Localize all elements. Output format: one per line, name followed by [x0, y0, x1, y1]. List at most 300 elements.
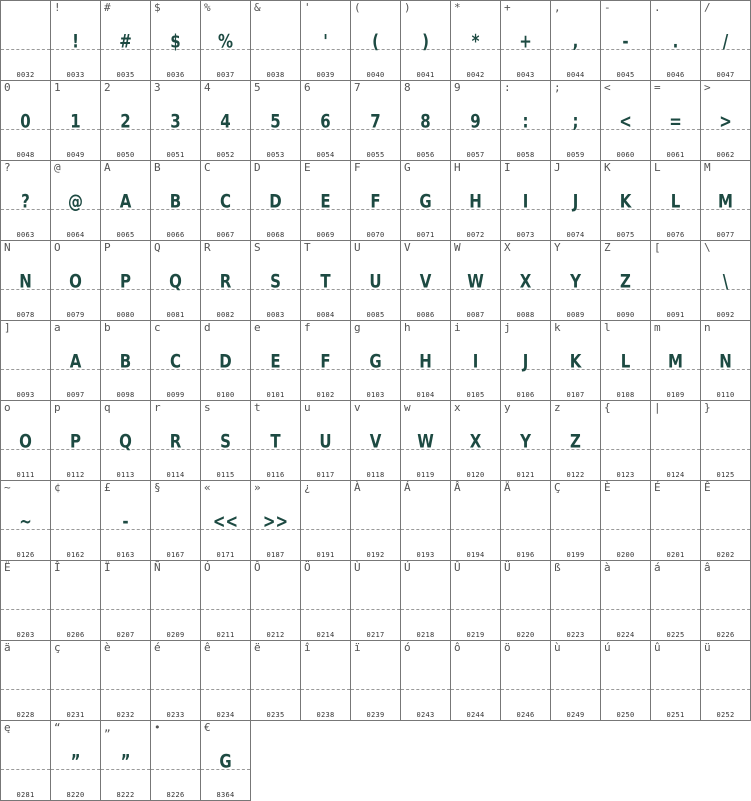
glyph-preview: I [522, 189, 529, 213]
glyph-preview: 6 [320, 109, 331, 133]
glyph-preview: = [669, 109, 682, 133]
char-code: 0235 [266, 711, 285, 719]
character-label: É [654, 481, 661, 494]
glyph-cell [151, 81, 201, 161]
glyph-cell [551, 561, 601, 641]
glyph-cell [51, 81, 101, 161]
character-label: 6 [304, 81, 311, 94]
char-code: 0056 [416, 151, 435, 159]
glyph-cell [1, 721, 51, 801]
glyph-cell [701, 641, 751, 721]
character-label: # [104, 1, 111, 14]
glyph-preview: $ [170, 29, 181, 53]
character-label: ä [4, 641, 11, 654]
glyph-cell [701, 81, 751, 161]
glyph-cell [401, 641, 451, 721]
glyph-cell [251, 401, 301, 481]
char-code: 0123 [616, 471, 635, 479]
glyph-cell [451, 241, 501, 321]
character-label: Ê [704, 481, 711, 494]
glyph-preview: D [269, 189, 282, 213]
glyph-cell [101, 81, 151, 161]
glyph-preview: 0 [20, 109, 31, 133]
character-label: V [404, 241, 411, 254]
char-code: 0122 [566, 471, 585, 479]
character-label: € [204, 721, 211, 734]
glyph-cell [101, 481, 151, 561]
baseline-divider [301, 529, 350, 530]
char-code: 0113 [116, 471, 135, 479]
baseline-divider [551, 529, 600, 530]
glyph-cell [501, 161, 551, 241]
glyph-preview: 5 [270, 109, 281, 133]
baseline-divider [201, 689, 250, 690]
glyph-preview: S [270, 269, 281, 293]
character-label: ë [254, 641, 261, 654]
character-label: ß [554, 561, 561, 574]
baseline-divider [601, 529, 650, 530]
char-code: 0232 [116, 711, 135, 719]
character-label: â [704, 561, 711, 574]
baseline-divider [651, 529, 700, 530]
character-label: Ö [304, 561, 311, 574]
glyph-cell [51, 321, 101, 401]
char-code: 0052 [216, 151, 235, 159]
glyph-preview: D [219, 349, 232, 373]
char-code: 0092 [716, 311, 735, 319]
character-label: u [304, 401, 311, 414]
glyph-cell [551, 161, 601, 241]
char-code: 0252 [716, 711, 735, 719]
glyph-preview: + [519, 29, 532, 53]
glyph-preview: << [212, 509, 239, 533]
char-code: 0064 [66, 231, 85, 239]
glyph-cell [201, 241, 251, 321]
char-code: 0231 [66, 711, 85, 719]
glyph-preview: W [467, 269, 484, 293]
glyph-cell [551, 641, 601, 721]
glyph-cell [701, 321, 751, 401]
glyph-preview: Q [119, 429, 132, 453]
character-label: [ [654, 241, 661, 254]
glyph-cell [1, 321, 51, 401]
glyph-cell [651, 401, 701, 481]
glyph-cell [451, 561, 501, 641]
glyph-preview: H [419, 349, 432, 373]
glyph-cell [201, 721, 251, 801]
glyph-preview: ; [572, 109, 579, 133]
glyph-cell [401, 241, 451, 321]
glyph-cell [151, 721, 201, 801]
character-label: Ï [104, 561, 111, 574]
glyph-preview: 1 [70, 109, 81, 133]
char-code: 0200 [616, 551, 635, 559]
char-code: 0038 [266, 71, 285, 79]
char-code: 0041 [416, 71, 435, 79]
glyph-cell [351, 81, 401, 161]
character-label: g [354, 321, 361, 334]
glyph-cell [251, 161, 301, 241]
baseline-divider [51, 689, 100, 690]
glyph-cell [651, 481, 701, 561]
character-label: Z [604, 241, 611, 254]
character-label: ï [354, 641, 361, 654]
glyph-cell [151, 1, 201, 81]
char-code: 0054 [316, 151, 335, 159]
baseline-divider [201, 609, 250, 610]
char-code: 0045 [616, 71, 635, 79]
glyph-cell [201, 161, 251, 241]
character-label: P [104, 241, 111, 254]
char-code: 0075 [616, 231, 635, 239]
char-code: 0085 [366, 311, 385, 319]
glyph-cell [551, 1, 601, 81]
character-label: c [154, 321, 161, 334]
glyph-preview: L [670, 189, 681, 213]
char-code: 0049 [66, 151, 85, 159]
baseline-divider [1, 369, 50, 370]
char-code: 0223 [566, 631, 585, 639]
character-label: o [4, 401, 11, 414]
baseline-divider [251, 49, 300, 50]
glyph-preview: O [19, 429, 32, 453]
char-code: 0035 [116, 71, 135, 79]
glyph-preview: Y [570, 269, 581, 293]
char-code: 0069 [316, 231, 335, 239]
character-label: * [454, 1, 461, 14]
glyph-cell [1, 481, 51, 561]
character-label: ~ [4, 481, 11, 494]
glyph-preview: ! [72, 29, 79, 53]
character-label: C [204, 161, 211, 174]
glyph-preview: X [469, 429, 482, 453]
character-label: Ë [4, 561, 11, 574]
glyph-cell [301, 561, 351, 641]
glyph-cell [651, 81, 701, 161]
char-code: 8222 [116, 791, 135, 799]
character-label: ê [204, 641, 211, 654]
character-label: Ô [254, 561, 261, 574]
char-code: 0033 [66, 71, 85, 79]
glyph-cell [501, 241, 551, 321]
glyph-cell [1, 1, 51, 81]
character-label: 4 [204, 81, 211, 94]
glyph-preview: X [519, 269, 532, 293]
glyph-cell [151, 481, 201, 561]
character-label: J [554, 161, 561, 174]
glyph-cell [451, 321, 501, 401]
glyph-preview: @ [68, 189, 83, 213]
glyph-cell [351, 641, 401, 721]
glyph-cell [1, 241, 51, 321]
baseline-divider [51, 609, 100, 610]
char-code: 0097 [66, 391, 85, 399]
char-code: 0196 [516, 551, 535, 559]
glyph-preview: ? [21, 189, 30, 213]
glyph-preview: O [69, 269, 82, 293]
glyph-preview: ” [120, 749, 131, 773]
character-label: , [554, 1, 561, 14]
glyph-cell [501, 401, 551, 481]
character-label: Â [454, 481, 461, 494]
character-label: \ [704, 241, 711, 254]
glyph-cell [651, 161, 701, 241]
character-label: 5 [254, 81, 261, 94]
character-label: ' [304, 1, 311, 14]
glyph-preview: L [620, 349, 631, 373]
char-code: 0072 [466, 231, 485, 239]
glyph-cell [151, 401, 201, 481]
glyph-preview: ( [372, 29, 379, 53]
baseline-divider [1, 769, 50, 770]
baseline-divider [151, 529, 200, 530]
character-label: U [354, 241, 361, 254]
character-label: „ [104, 721, 111, 734]
baseline-divider [701, 689, 750, 690]
char-code: 0251 [666, 711, 685, 719]
char-code: 0055 [366, 151, 385, 159]
char-code: 0084 [316, 311, 335, 319]
glyph-cell [701, 561, 751, 641]
glyph-cell [1, 561, 51, 641]
glyph-cell [651, 641, 701, 721]
glyph-preview: A [69, 349, 82, 373]
character-label: t [254, 401, 261, 414]
character-label: Y [554, 241, 561, 254]
glyph-preview: E [270, 349, 281, 373]
char-code: 0249 [566, 711, 585, 719]
glyph-preview: F [370, 189, 381, 213]
character-label: y [504, 401, 511, 414]
char-code: 0203 [16, 631, 35, 639]
character-label: X [504, 241, 511, 254]
glyph-cell [101, 161, 151, 241]
character-label: 3 [154, 81, 161, 94]
glyph-cell [601, 241, 651, 321]
char-code: 0234 [216, 711, 235, 719]
char-code: 0093 [16, 391, 35, 399]
char-code: 0110 [716, 391, 735, 399]
character-label: S [254, 241, 261, 254]
character-label: Ç [554, 481, 561, 494]
glyph-preview: G [419, 189, 432, 213]
glyph-cell [101, 401, 151, 481]
char-code: 0090 [616, 311, 635, 319]
glyph-cell [251, 561, 301, 641]
glyph-cell [601, 481, 651, 561]
glyph-cell [351, 561, 401, 641]
character-label: é [154, 641, 161, 654]
character-label: Á [404, 481, 411, 494]
character-label: O [54, 241, 61, 254]
char-code: 0226 [716, 631, 735, 639]
glyph-cell [301, 161, 351, 241]
glyph-preview: A [119, 189, 132, 213]
glyph-cell [51, 721, 101, 801]
char-code: 0112 [66, 471, 85, 479]
baseline-divider [251, 609, 300, 610]
char-code: 0163 [116, 551, 135, 559]
char-code: 0212 [266, 631, 285, 639]
char-code: 0036 [166, 71, 185, 79]
glyph-preview: T [270, 429, 281, 453]
char-code: 8226 [166, 791, 185, 799]
glyph-preview: # [119, 29, 132, 53]
glyph-cell [601, 1, 651, 81]
char-code: 0118 [366, 471, 385, 479]
glyph-cell [551, 321, 601, 401]
glyph-preview: V [419, 269, 432, 293]
glyph-preview: ) [422, 29, 429, 53]
glyph-preview: ' [323, 29, 328, 53]
baseline-divider [351, 529, 400, 530]
glyph-cell [651, 1, 701, 81]
character-label: 1 [54, 81, 61, 94]
glyph-preview: * [471, 29, 480, 53]
char-code: 0217 [366, 631, 385, 639]
character-label: - [604, 1, 611, 14]
char-code: 0073 [516, 231, 535, 239]
character-label: ¢ [54, 481, 61, 494]
char-code: 0050 [116, 151, 135, 159]
glyph-cell [451, 401, 501, 481]
glyph-preview: R [169, 429, 182, 453]
glyph-preview: ~ [19, 509, 32, 533]
character-label: Ù [354, 561, 361, 574]
glyph-cell [251, 81, 301, 161]
glyph-cell [1, 641, 51, 721]
char-code: 0162 [66, 551, 85, 559]
glyph-cell [201, 401, 251, 481]
character-label: Q [154, 241, 161, 254]
glyph-cell [301, 241, 351, 321]
character-label: r [154, 401, 161, 414]
character-label: ę [4, 721, 11, 734]
character-label: « [204, 481, 211, 494]
glyph-preview: % [217, 29, 234, 53]
char-code: 0187 [266, 551, 285, 559]
character-label: @ [54, 161, 61, 174]
glyph-cell [51, 241, 101, 321]
char-code: 0124 [666, 471, 685, 479]
glyph-cell [701, 161, 751, 241]
baseline-divider [101, 689, 150, 690]
character-label: £ [104, 481, 111, 494]
char-code: 0082 [216, 311, 235, 319]
char-code: 0083 [266, 311, 285, 319]
char-code: 0116 [266, 471, 285, 479]
glyph-cell [251, 241, 301, 321]
baseline-divider [151, 609, 200, 610]
char-code: 0071 [416, 231, 435, 239]
char-code: 0048 [16, 151, 35, 159]
character-label: B [154, 161, 161, 174]
glyph-cell [401, 321, 451, 401]
baseline-divider [651, 609, 700, 610]
character-label: è [104, 641, 111, 654]
character-label: ô [454, 641, 461, 654]
char-code: 0039 [316, 71, 335, 79]
glyph-cell [301, 81, 351, 161]
char-code: 0224 [616, 631, 635, 639]
character-label: R [204, 241, 211, 254]
char-code: 0281 [16, 791, 35, 799]
baseline-divider [501, 689, 550, 690]
character-label: l [604, 321, 611, 334]
character-label: N [4, 241, 11, 254]
char-code: 0060 [616, 151, 635, 159]
char-code: 0037 [216, 71, 235, 79]
char-code: 0098 [116, 391, 135, 399]
glyph-cell [201, 481, 251, 561]
char-code: 0225 [666, 631, 685, 639]
glyph-cell [101, 241, 151, 321]
baseline-divider [451, 689, 500, 690]
glyph-cell [1, 401, 51, 481]
char-code: 0103 [366, 391, 385, 399]
glyph-cell [601, 321, 651, 401]
glyph-preview: 3 [170, 109, 181, 133]
glyph-cell [301, 641, 351, 721]
char-code: 0079 [66, 311, 85, 319]
baseline-divider [1, 609, 50, 610]
character-label: À [354, 481, 361, 494]
glyph-preview: 9 [470, 109, 481, 133]
char-code: 0046 [666, 71, 685, 79]
char-code: 0076 [666, 231, 685, 239]
char-code: 0111 [16, 471, 35, 479]
character-label: m [654, 321, 661, 334]
character-label: û [654, 641, 661, 654]
char-code: 0106 [516, 391, 535, 399]
glyph-cell [251, 1, 301, 81]
glyph-preview: E [320, 189, 331, 213]
glyph-cell [101, 721, 151, 801]
glyph-cell [401, 401, 451, 481]
baseline-divider [401, 609, 450, 610]
character-label: D [254, 161, 261, 174]
baseline-divider [301, 689, 350, 690]
glyph-cell [301, 401, 351, 481]
character-label: I [504, 161, 511, 174]
baseline-divider [1, 689, 50, 690]
char-code: 0194 [466, 551, 485, 559]
glyph-cell [501, 1, 551, 81]
character-label: = [654, 81, 661, 94]
char-code: 0043 [516, 71, 535, 79]
char-code: 0207 [116, 631, 135, 639]
character-label: ú [604, 641, 611, 654]
glyph-preview: - [122, 509, 129, 533]
char-code: 0099 [166, 391, 185, 399]
character-label: 9 [454, 81, 461, 94]
character-label: È [604, 481, 611, 494]
character-label: 7 [354, 81, 361, 94]
glyph-cell [501, 321, 551, 401]
char-code: 0057 [466, 151, 485, 159]
baseline-divider [451, 609, 500, 610]
char-code: 0058 [516, 151, 535, 159]
character-label: i [454, 321, 461, 334]
glyph-cell [151, 561, 201, 641]
char-code: 0167 [166, 551, 185, 559]
character-label: h [404, 321, 411, 334]
char-code: 0067 [216, 231, 235, 239]
glyph-cell [101, 1, 151, 81]
baseline-divider [101, 609, 150, 610]
glyph-preview: , [572, 29, 579, 53]
character-label: “ [54, 721, 61, 734]
